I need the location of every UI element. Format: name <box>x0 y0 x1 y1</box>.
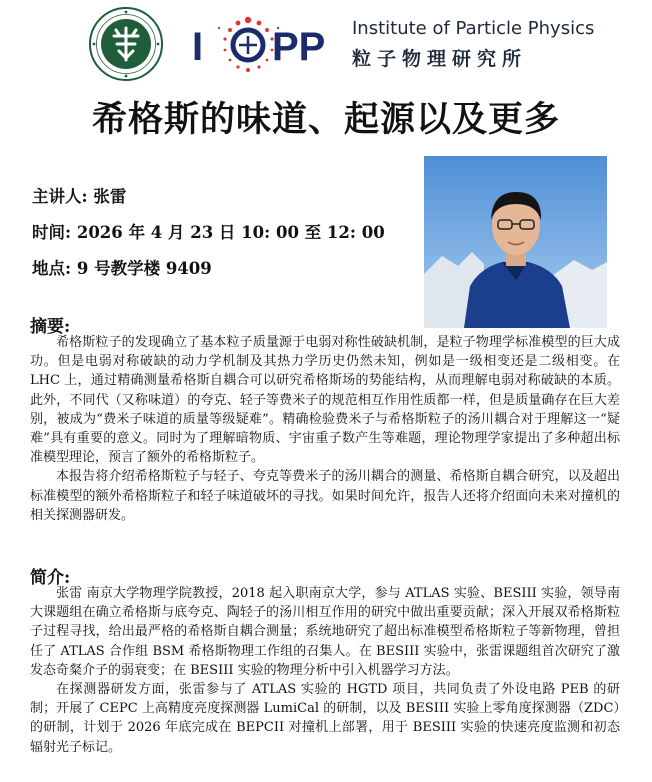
university-seal-icon <box>88 6 164 82</box>
place-line <box>32 255 212 279</box>
iopp-logo-icon <box>186 14 326 76</box>
bio-body <box>30 584 620 757</box>
time-value: 2026 年 4 月 23 日 10: 00 至 12: 00 <box>76 223 385 242</box>
time-line <box>32 219 385 243</box>
svg-text:I: I <box>192 25 204 69</box>
header <box>0 0 652 82</box>
speaker-line <box>32 183 126 207</box>
speaker-label: 主讲人: <box>32 187 88 206</box>
bio-paragraph: 张雷 南京大学物理学院教授，2018 起入职南京大学，参与 ATLAS 实验、BESIII 实验，领导南大课题组在确立希格斯与底夸克、陶轻子的汤川相互作用的研究中做出重要贡献；深入开展双希格斯粒子过程寻找，给出最严格的希格斯自耦合测量；系统地研究了超出标准模型希格斯粒子等新物理，曾担任了 ATLAS 合作组 BSM 希格斯物理工作组的召集人。在 BESIII 实验中，张雷课题组首次研究了激发态奇粲介子的弱衰变；在 BESIII 实验的物理分析中引入机器学习方法。 <box>30 586 620 678</box>
bio-heading: 简介: <box>30 568 71 588</box>
abstract-heading: 摘要: <box>30 317 71 337</box>
talk-title: 希格斯的味道、起源以及更多 <box>91 99 560 140</box>
speaker-name: 张雷 <box>93 187 127 206</box>
institute-name-en: Institute of Particle Physics <box>352 18 595 39</box>
abstract-paragraph: 希格斯粒子的发现确立了基本粒子质量源于电弱对称性破缺机制，是粒子物理学标准模型的巨大成功。但是电弱对称破缺的动力学机制及其热力学历史仍然未知，例如是一级相变还是二级相变。在 LHC 上，通过精确测量希格斯自耦合可以研究希格斯场的势能结构，从而理解电弱对称破缺的本质。此外，不同代（又称味道）的夸克、轻子等费米子的规范相互作用性质都一样，但是质量确存在巨大差别，被成为“费米子味道的质量等级疑难”。精确检验费米子与希格斯粒子的汤川耦合对于理解这一“疑难”具有重要的意义。同时为了理解暗物质、宇宙重子数产生等难题，理论物理学家提出了多种超出标准模型理论，预言了额外的希格斯粒子。 <box>30 335 620 466</box>
abstract-paragraph: 本报告将介绍希格斯粒子与轻子、夸克等费米子的汤川耦合的测量、希格斯自耦合研究，以及超出标准模型的额外希格斯粒子和轻子味道破坏的寻找。如果时间允许，报告人还将介绍面向未来对撞机的相关探测器研发。 <box>30 469 620 523</box>
institute-name-cn: 粒子物理研究所 <box>352 48 528 70</box>
abstract-body <box>30 333 620 525</box>
speaker-photo <box>424 156 607 328</box>
bio-paragraph: 在探测器研发方面，张雷参与了 ATLAS 实验的 HGTD 项目，共同负责了外设电路 PEB 的研制；开展了 CEPC 上高精度亮度探测器 LumiCal 的研制，以及 BESIII 实验上零角度探测器（ZDC）的研制，计划于 2026 年底完成在 BEPCII 对撞机上部署，用于 BESIII 实验的快速亮度监测和初态辐射光子标记。 <box>30 682 620 755</box>
time-label: 时间: <box>32 223 72 242</box>
place-value: 9 号教学楼 9409 <box>76 259 212 278</box>
svg-text:PP: PP <box>272 25 326 69</box>
place-label: 地点: <box>32 259 72 278</box>
